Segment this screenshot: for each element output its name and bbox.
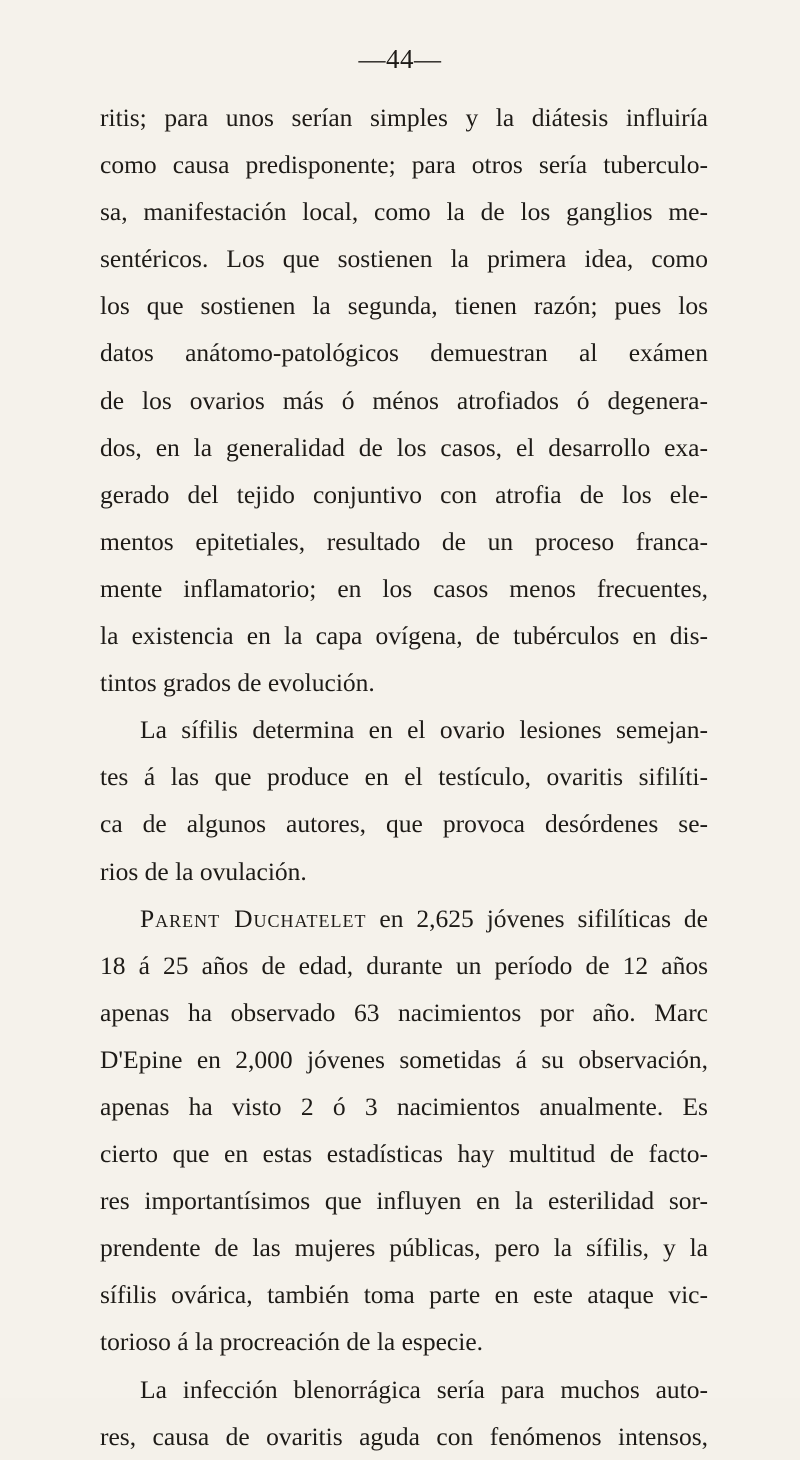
text-line: Parent Duchatelet en 2,625 jóvenes sifilíticas de xyxy=(140,903,708,933)
text-line: ritis; para unos serían simples y la diátesis influiría xyxy=(100,103,708,132)
text-line: La sífilis determina en el ovario lesiones semejan- xyxy=(140,715,708,745)
text-line: de los ovarios más ó ménos atrofiados ó degenera- xyxy=(100,385,708,415)
text-line: la existencia en la capa ovígena, de tubérculos en dis- xyxy=(100,621,708,651)
text-line: los que sostienen la segunda, tienen razón; pues los xyxy=(100,291,708,321)
text-line: mentos epitetiales, resultado de un proceso franca- xyxy=(100,526,708,556)
page-number: —44— xyxy=(358,44,442,74)
text-line: mente inflamatorio; en los casos menos frecuentes, xyxy=(100,573,708,603)
text-line: D'Epine en 2,000 jóvenes sometidas á su observación, xyxy=(100,1044,708,1074)
text-line: sífilis ovárica, también toma parte en este ataque vic- xyxy=(100,1280,708,1310)
text-line: torioso á la procreación de la especie. xyxy=(100,1327,484,1357)
text-line: cierto que en estas estadísticas hay multitud de facto- xyxy=(100,1139,708,1169)
text-line: apenas ha observado 63 nacimientos por año. Marc xyxy=(100,997,708,1027)
text-line: 18 á 25 años de edad, durante un período de 12 años xyxy=(100,950,708,980)
text-line: como causa predisponente; para otros sería tuberculo- xyxy=(100,150,708,180)
text-line: dos, en la generalidad de los casos, el desarrollo exa- xyxy=(100,432,708,462)
text-line: res, causa de ovaritis aguda con fenómenos intensos, xyxy=(100,1421,708,1451)
text-line: tes á las que produce en el testículo, ovaritis sifilíti- xyxy=(100,762,708,792)
text-line: prendente de las mujeres públicas, pero la sífilis, y la xyxy=(100,1233,708,1263)
text-line: sentéricos. Los que sostienen la primera idea, como xyxy=(100,244,708,274)
text-line: ca de algunos autores, que provoca desórdenes se- xyxy=(100,809,708,839)
text-line: res importantísimos que influyen en la esterilidad sor- xyxy=(100,1186,708,1216)
text-line: sa, manifestación local, como la de los ganglios me- xyxy=(100,197,708,227)
text-line: datos anátomo-patológicos demuestran al exámen xyxy=(100,338,708,368)
text-line: La infección blenorrágica sería para muchos auto- xyxy=(140,1374,708,1404)
text-line: tintos grados de evolución. xyxy=(100,668,375,698)
text-line: apenas ha visto 2 ó 3 nacimientos anualmente. Es xyxy=(100,1091,708,1121)
body-text xyxy=(100,94,708,1460)
text-line: gerado del tejido conjuntivo con atrofia de los ele- xyxy=(100,479,708,509)
author-name: Parent Duchatelet xyxy=(140,903,367,933)
text-line: rios de la ovulación. xyxy=(100,856,307,886)
